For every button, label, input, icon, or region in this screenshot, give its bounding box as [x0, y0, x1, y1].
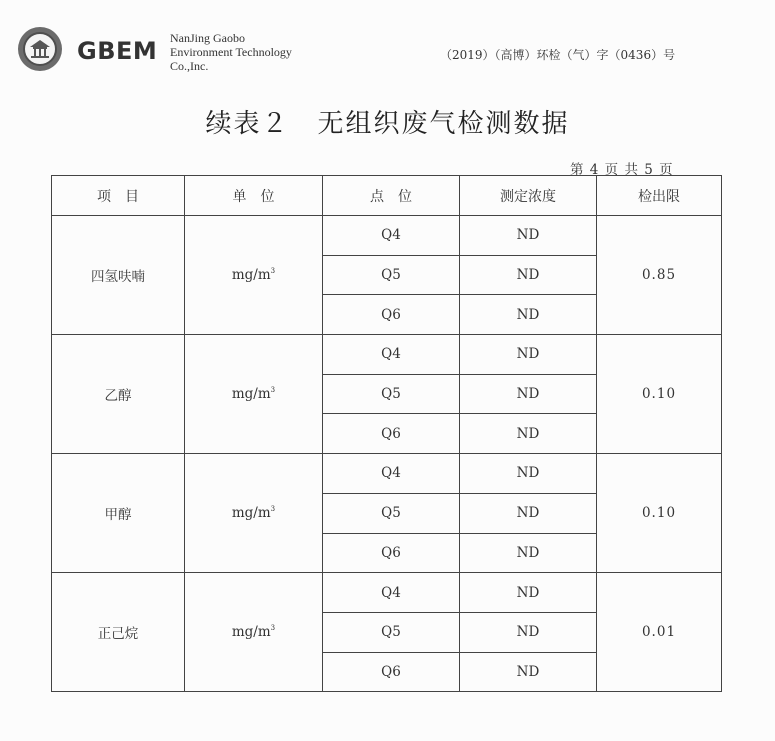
unit-cell — [185, 454, 323, 573]
point-cell: Q4 — [323, 335, 460, 375]
unit-superscript: 3 — [270, 267, 276, 276]
document-number: （2019）（高博）环检（气）字（0436）号 — [440, 48, 676, 62]
concentration-cell: ND — [460, 414, 597, 454]
concentration-cell: ND — [460, 255, 597, 295]
concentration-cell: ND — [460, 573, 597, 613]
limit-cell: 0.10 — [597, 454, 722, 573]
concentration-cell: ND — [460, 533, 597, 573]
item-name: 甲醇 — [52, 454, 185, 573]
point-cell: Q6 — [323, 533, 460, 573]
table-row — [52, 454, 722, 494]
concentration-cell: ND — [460, 493, 597, 533]
detection-data-table — [51, 175, 722, 692]
logo-wordmark: GBEM — [77, 37, 158, 65]
limit-cell: 0.85 — [597, 216, 722, 335]
item-name: 乙醇 — [52, 335, 185, 454]
company-line: NanJing Gaobo — [170, 31, 245, 45]
unit-superscript: 3 — [270, 386, 276, 395]
report-header — [0, 0, 775, 90]
unit-base: mg/m — [231, 386, 271, 403]
concentration-cell: ND — [460, 216, 597, 256]
point-cell: Q5 — [323, 612, 460, 652]
point-cell: Q6 — [323, 295, 460, 335]
page-title: 续表２ 无组织废气检测数据 — [205, 109, 570, 139]
concentration-cell: ND — [460, 612, 597, 652]
unit-cell — [185, 573, 323, 692]
concentration-cell: ND — [460, 295, 597, 335]
unit-cell — [185, 335, 323, 454]
table-row — [52, 573, 722, 613]
table-row — [52, 335, 722, 375]
header-unit: 单 位 — [185, 176, 323, 216]
unit-base: mg/m — [231, 505, 271, 522]
company-line: Environment Technology — [170, 45, 292, 59]
header-point: 点 位 — [323, 176, 460, 216]
pavilion-icon — [29, 39, 51, 59]
header-concentration: 测定浓度 — [460, 176, 597, 216]
point-cell: Q6 — [323, 652, 460, 692]
point-cell: Q6 — [323, 414, 460, 454]
point-cell: Q5 — [323, 374, 460, 414]
table-header-row — [52, 176, 722, 216]
unit-cell — [185, 216, 323, 335]
point-cell: Q4 — [323, 454, 460, 494]
limit-cell: 0.01 — [597, 573, 722, 692]
unit-base: mg/m — [231, 624, 271, 641]
point-cell: Q4 — [323, 573, 460, 613]
seal-inner — [23, 32, 57, 66]
company-name — [170, 31, 292, 73]
concentration-cell: ND — [460, 374, 597, 414]
unit-superscript: 3 — [270, 624, 276, 633]
table-row — [52, 216, 722, 256]
item-name: 四氢呋喃 — [52, 216, 185, 335]
concentration-cell: ND — [460, 454, 597, 494]
unit-superscript: 3 — [270, 505, 276, 514]
company-line: Co.,Inc. — [170, 59, 209, 73]
concentration-cell: ND — [460, 335, 597, 375]
item-name: 正己烷 — [52, 573, 185, 692]
header-item: 项 目 — [52, 176, 185, 216]
limit-cell: 0.10 — [597, 335, 722, 454]
company-seal-logo — [18, 27, 62, 71]
concentration-cell: ND — [460, 652, 597, 692]
point-cell: Q5 — [323, 255, 460, 295]
unit-base: mg/m — [231, 267, 271, 284]
point-cell: Q5 — [323, 493, 460, 533]
header-limit: 检出限 — [597, 176, 722, 216]
point-cell: Q4 — [323, 216, 460, 256]
page-indicator: 第 4 页 共 5 页 — [570, 162, 674, 178]
